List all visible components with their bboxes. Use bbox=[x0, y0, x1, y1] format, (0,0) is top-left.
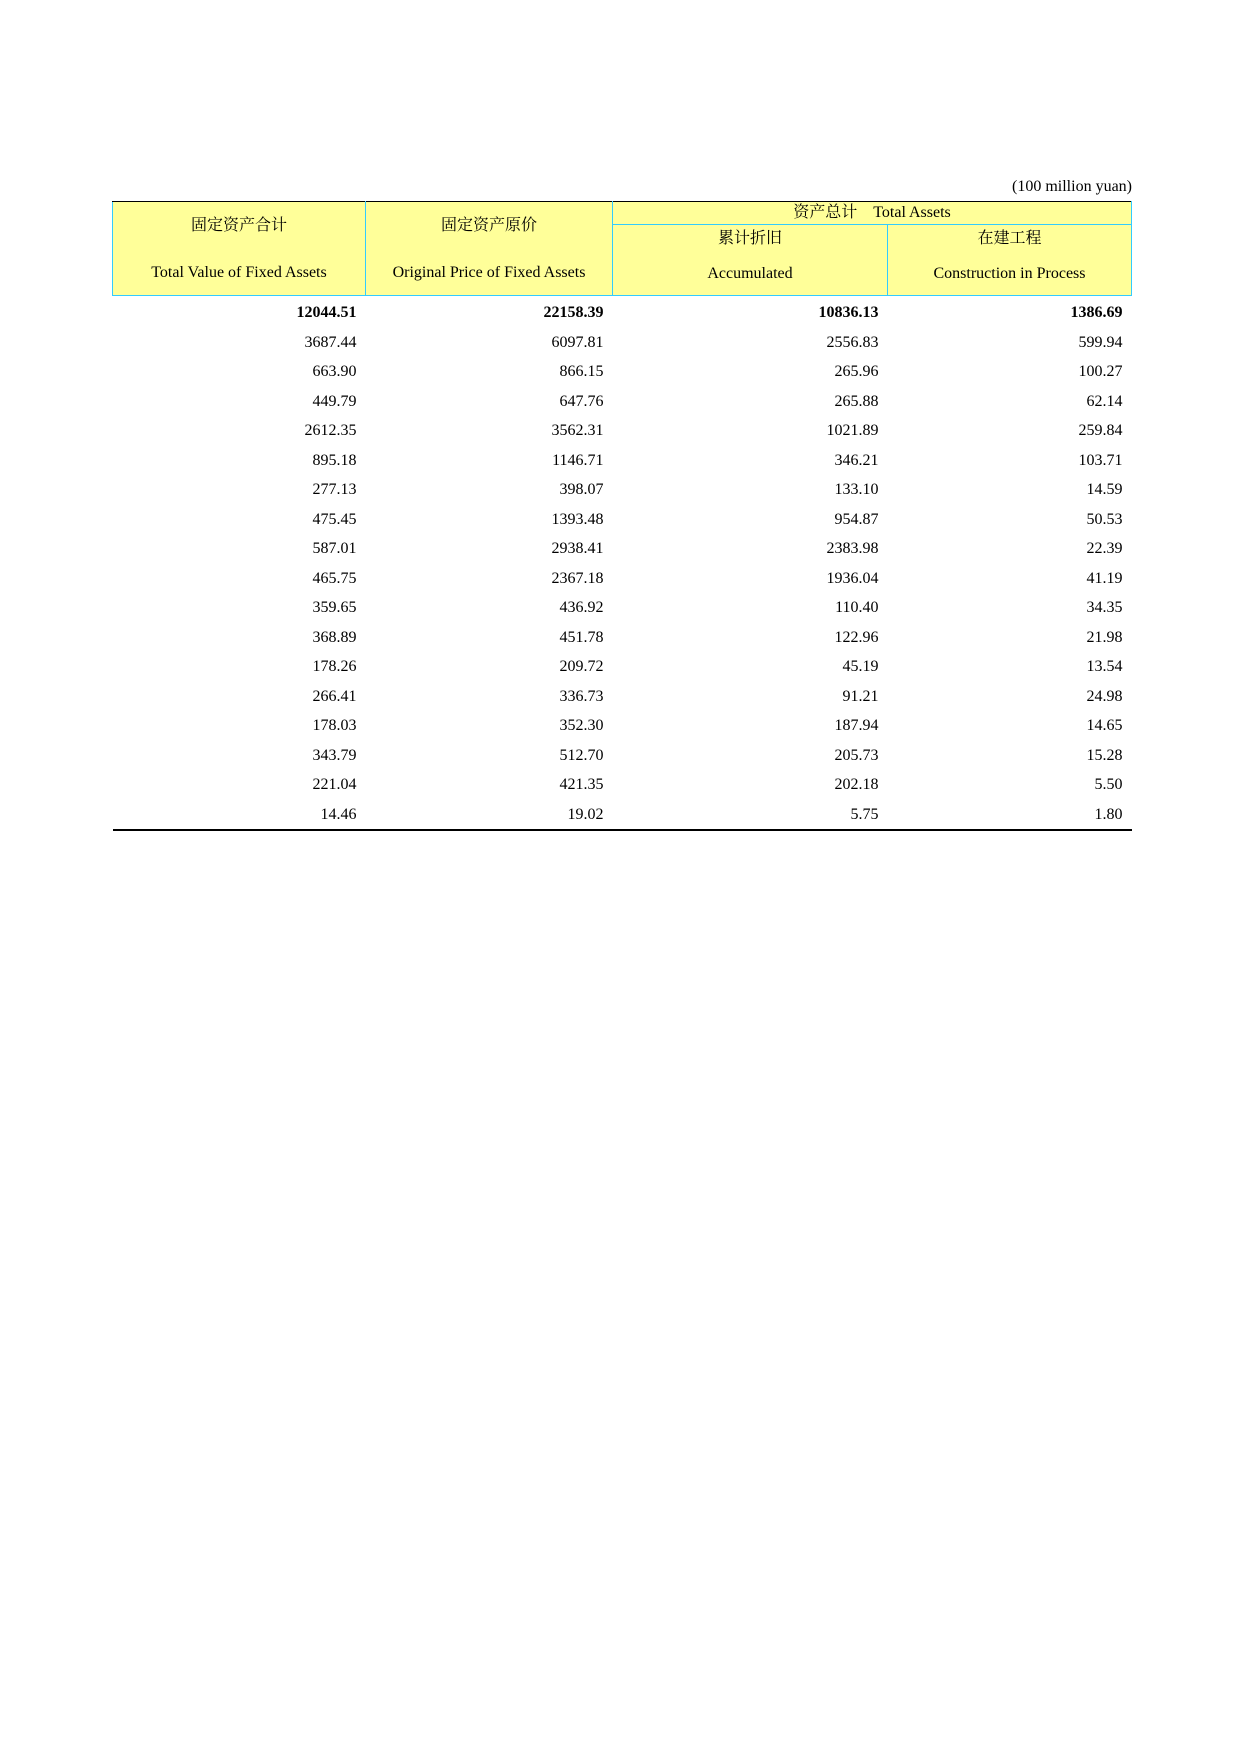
table-cell: 421.35 bbox=[559, 776, 604, 793]
table-cell: 599.94 bbox=[1078, 333, 1123, 351]
header-col4-zh: 在建工程 bbox=[977, 230, 1042, 247]
table-cell: 45.19 bbox=[842, 658, 879, 675]
table-cell: 436.92 bbox=[559, 599, 604, 616]
header-col4-en: Construction in Process bbox=[933, 265, 1086, 282]
table-row bbox=[113, 505, 1132, 535]
table-cell: 122.96 bbox=[834, 628, 879, 646]
table-cell: 110.40 bbox=[835, 599, 879, 616]
table-cell: 1386.69 bbox=[1070, 304, 1123, 321]
table-cell: 954.87 bbox=[834, 510, 879, 528]
table-cell: 587.01 bbox=[312, 540, 357, 557]
table-cell: 41.19 bbox=[1086, 569, 1123, 587]
table-row bbox=[113, 800, 1132, 831]
table-body bbox=[113, 296, 1132, 831]
table-cell: 475.45 bbox=[312, 510, 357, 528]
table-cell: 2612.35 bbox=[304, 422, 357, 439]
table-cell: 91.21 bbox=[842, 687, 879, 705]
header-total-value-fixed-assets bbox=[113, 202, 366, 296]
table-cell: 277.13 bbox=[312, 481, 357, 498]
table-cell: 451.78 bbox=[559, 628, 604, 646]
table-cell: 50.53 bbox=[1086, 510, 1123, 528]
table-cell: 1.80 bbox=[888, 800, 1132, 831]
table-cell: 895.18 bbox=[312, 451, 357, 469]
table-row bbox=[113, 475, 1132, 505]
table-row bbox=[113, 770, 1132, 800]
table-row bbox=[113, 682, 1132, 712]
table-cell: 265.88 bbox=[834, 392, 879, 410]
table-row bbox=[113, 357, 1132, 387]
header-construction-in-process bbox=[888, 225, 1132, 296]
table-cell: 1146.71 bbox=[552, 451, 604, 469]
table-cell: 866.15 bbox=[559, 363, 604, 380]
table-cell: 34.35 bbox=[1086, 599, 1123, 616]
table-cell: 22.39 bbox=[1086, 540, 1123, 557]
table-row bbox=[113, 711, 1132, 741]
table-cell: 465.75 bbox=[312, 569, 357, 587]
table-cell: 512.70 bbox=[559, 746, 604, 764]
header-col1-en: Total Value of Fixed Assets bbox=[151, 264, 327, 281]
table-cell: 266.41 bbox=[312, 687, 357, 705]
table-cell: 1936.04 bbox=[826, 569, 879, 587]
data-table bbox=[112, 201, 1132, 831]
table-cell: 449.79 bbox=[312, 392, 357, 410]
table-row bbox=[113, 741, 1132, 771]
table-cell: 2556.83 bbox=[826, 333, 879, 351]
table-cell: 2938.41 bbox=[551, 540, 604, 557]
table-cell: 1021.89 bbox=[826, 422, 879, 439]
table-cell: 368.89 bbox=[312, 628, 357, 646]
header-accumulated bbox=[613, 225, 888, 296]
table-row-total bbox=[113, 296, 1132, 328]
header-col1-zh: 固定资产合计 bbox=[190, 217, 287, 234]
table-cell: 647.76 bbox=[559, 392, 604, 410]
table-cell: 221.04 bbox=[312, 776, 357, 793]
table-cell: 103.71 bbox=[1078, 451, 1123, 469]
header-col2-en: Original Price of Fixed Assets bbox=[392, 264, 586, 281]
header-total-assets-zh: 资产总计 bbox=[793, 204, 858, 221]
table-row bbox=[113, 534, 1132, 564]
table-cell: 12044.51 bbox=[296, 304, 357, 321]
table-row bbox=[113, 652, 1132, 682]
table-cell: 202.18 bbox=[834, 776, 879, 793]
header-original-price-fixed-assets bbox=[366, 202, 613, 296]
table-cell: 1393.48 bbox=[551, 510, 604, 528]
table-cell: 265.96 bbox=[834, 363, 879, 380]
table-cell: 19.02 bbox=[366, 800, 613, 831]
header-col3-zh: 累计折旧 bbox=[717, 230, 782, 247]
table-cell: 187.94 bbox=[834, 717, 879, 734]
table-cell: 336.73 bbox=[559, 687, 604, 705]
header-total-assets-en: Total Assets bbox=[873, 204, 951, 221]
table-cell: 2383.98 bbox=[826, 540, 879, 557]
table-cell: 13.54 bbox=[1086, 658, 1123, 675]
table-cell: 100.27 bbox=[1078, 363, 1123, 380]
unit-note: (100 million yuan) bbox=[1012, 178, 1132, 195]
table-cell: 398.07 bbox=[559, 481, 604, 498]
table-row bbox=[113, 564, 1132, 594]
table-cell: 10836.13 bbox=[818, 304, 879, 321]
table-cell: 663.90 bbox=[312, 363, 357, 380]
table-cell: 14.65 bbox=[1086, 717, 1123, 734]
table-cell: 3687.44 bbox=[304, 333, 357, 351]
table-cell: 209.72 bbox=[559, 658, 604, 675]
header-col2-zh: 固定资产原价 bbox=[440, 217, 537, 234]
table-cell: 14.59 bbox=[1086, 481, 1123, 498]
table-row bbox=[113, 446, 1132, 476]
table-cell: 352.30 bbox=[559, 717, 604, 734]
table-cell: 21.98 bbox=[1086, 628, 1123, 646]
table-cell: 133.10 bbox=[834, 481, 879, 498]
table-row bbox=[113, 416, 1132, 446]
table-row bbox=[113, 623, 1132, 653]
table-cell: 14.46 bbox=[113, 800, 366, 831]
table-cell: 5.75 bbox=[613, 800, 888, 831]
table-cell: 5.50 bbox=[1094, 776, 1123, 793]
header-col3-en: Accumulated bbox=[707, 265, 793, 282]
table-cell: 359.65 bbox=[312, 599, 357, 616]
table-cell: 343.79 bbox=[312, 746, 357, 764]
table-cell: 2367.18 bbox=[551, 569, 604, 587]
table-cell: 15.28 bbox=[1086, 746, 1123, 764]
table-cell: 346.21 bbox=[834, 451, 879, 469]
table-cell: 259.84 bbox=[1078, 422, 1123, 439]
table-row bbox=[113, 387, 1132, 417]
header-total-assets bbox=[613, 202, 1132, 225]
table-row bbox=[113, 593, 1132, 623]
table-cell: 24.98 bbox=[1086, 687, 1123, 705]
table-cell: 62.14 bbox=[1086, 392, 1123, 410]
table-row bbox=[113, 328, 1132, 358]
table-cell: 3562.31 bbox=[551, 422, 604, 439]
fixed-assets-table bbox=[112, 201, 1131, 831]
table-cell: 205.73 bbox=[834, 746, 879, 764]
table-cell: 22158.39 bbox=[543, 304, 604, 321]
table-cell: 6097.81 bbox=[551, 333, 604, 351]
table-cell: 178.03 bbox=[312, 717, 357, 734]
table-cell: 178.26 bbox=[312, 658, 357, 675]
table-header bbox=[113, 202, 1132, 296]
